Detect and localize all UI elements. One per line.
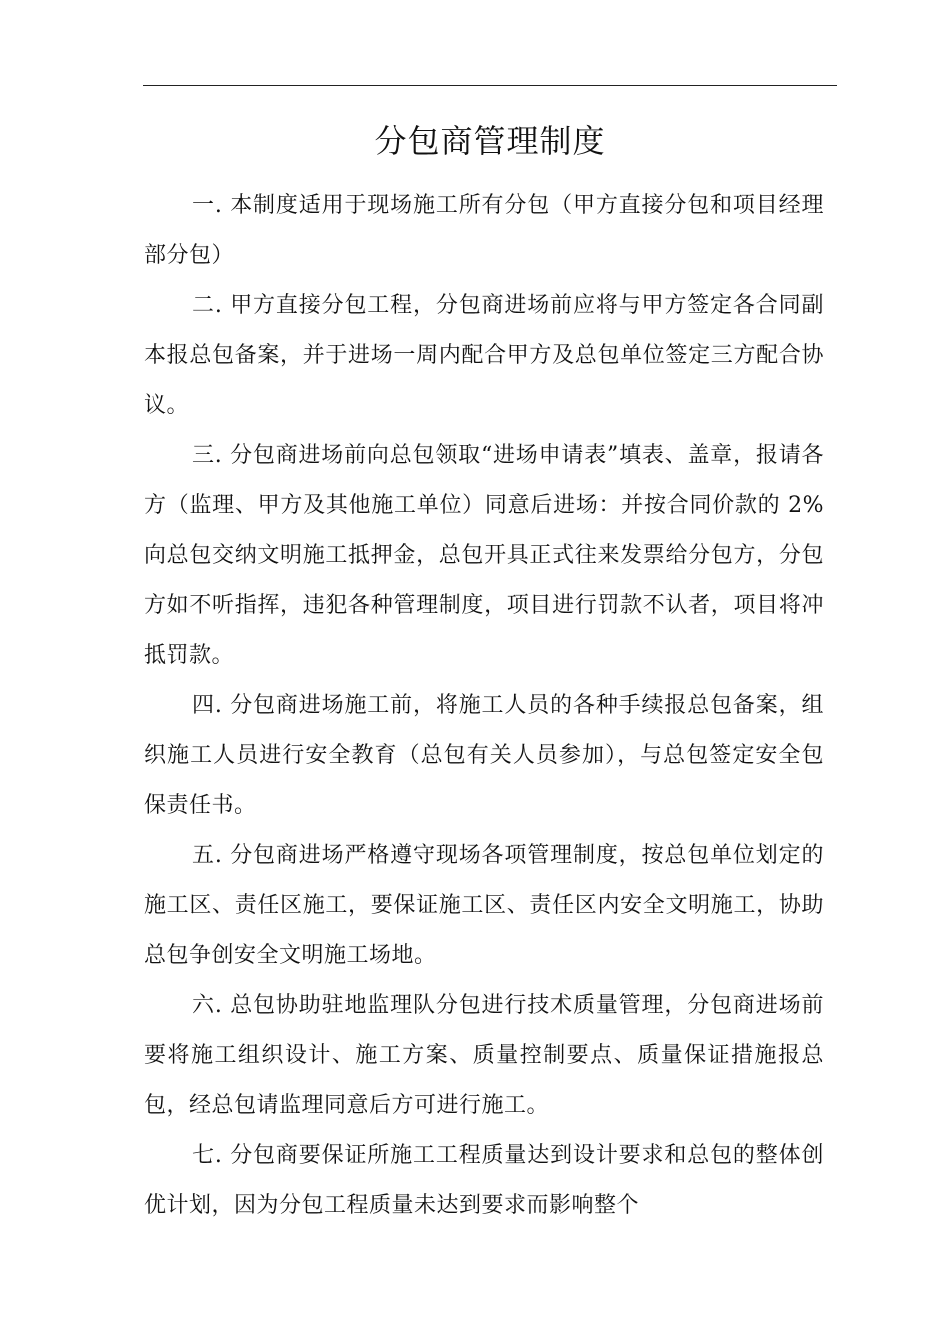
- document-body: [144, 181, 824, 1231]
- paragraph-6: 六. 总包协助驻地监理队分包进行技术质量管理，分包商进场前要将施工组织设计、施工方案、质量控制要点、质量保证措施报总包，经总包请监理同意后方可进行施工。: [144, 993, 824, 1118]
- paragraph-2: 二. 甲方直接分包工程，分包商进场前应将与甲方签定各合同副本报总包备案，并于进场一周内配合甲方及总包单位签定三方配合协议。: [144, 293, 824, 418]
- paragraph-1: 一. 本制度适用于现场施工所有分包（甲方直接分包和项目经理部分包）: [144, 193, 824, 268]
- header-rule: [143, 85, 837, 86]
- paragraph-4: 四. 分包商进场施工前，将施工人员的各种手续报总包备案，组织施工人员进行安全教育（总包有关人员参加），与总包签定安全包保责任书。: [144, 693, 824, 818]
- paragraph-3: 三. 分包商进场前向总包领取“进场申请表”填表、盖章，报请各方（监理、甲方及其他施工单位）同意后进场：并按合同价款的 2%向总包交纳文明施工抵押金，总包开具正式往来发票给分包方，分包方如不听指挥，违犯各种管理制度，项目进行罚款不认者，项目将冲抵罚款。: [144, 443, 824, 668]
- paragraph-5: 五. 分包商进场严格遵守现场各项管理制度，按总包单位划定的施工区、责任区施工，要保证施工区、责任区内安全文明施工，协助总包争创安全文明施工场地。: [144, 843, 824, 968]
- paragraph-7: 七. 分包商要保证所施工工程质量达到设计要求和总包的整体创优计划，因为分包工程质量未达到要求而影响整个: [144, 1143, 824, 1218]
- document-title: 分包商管理制度: [374, 122, 606, 160]
